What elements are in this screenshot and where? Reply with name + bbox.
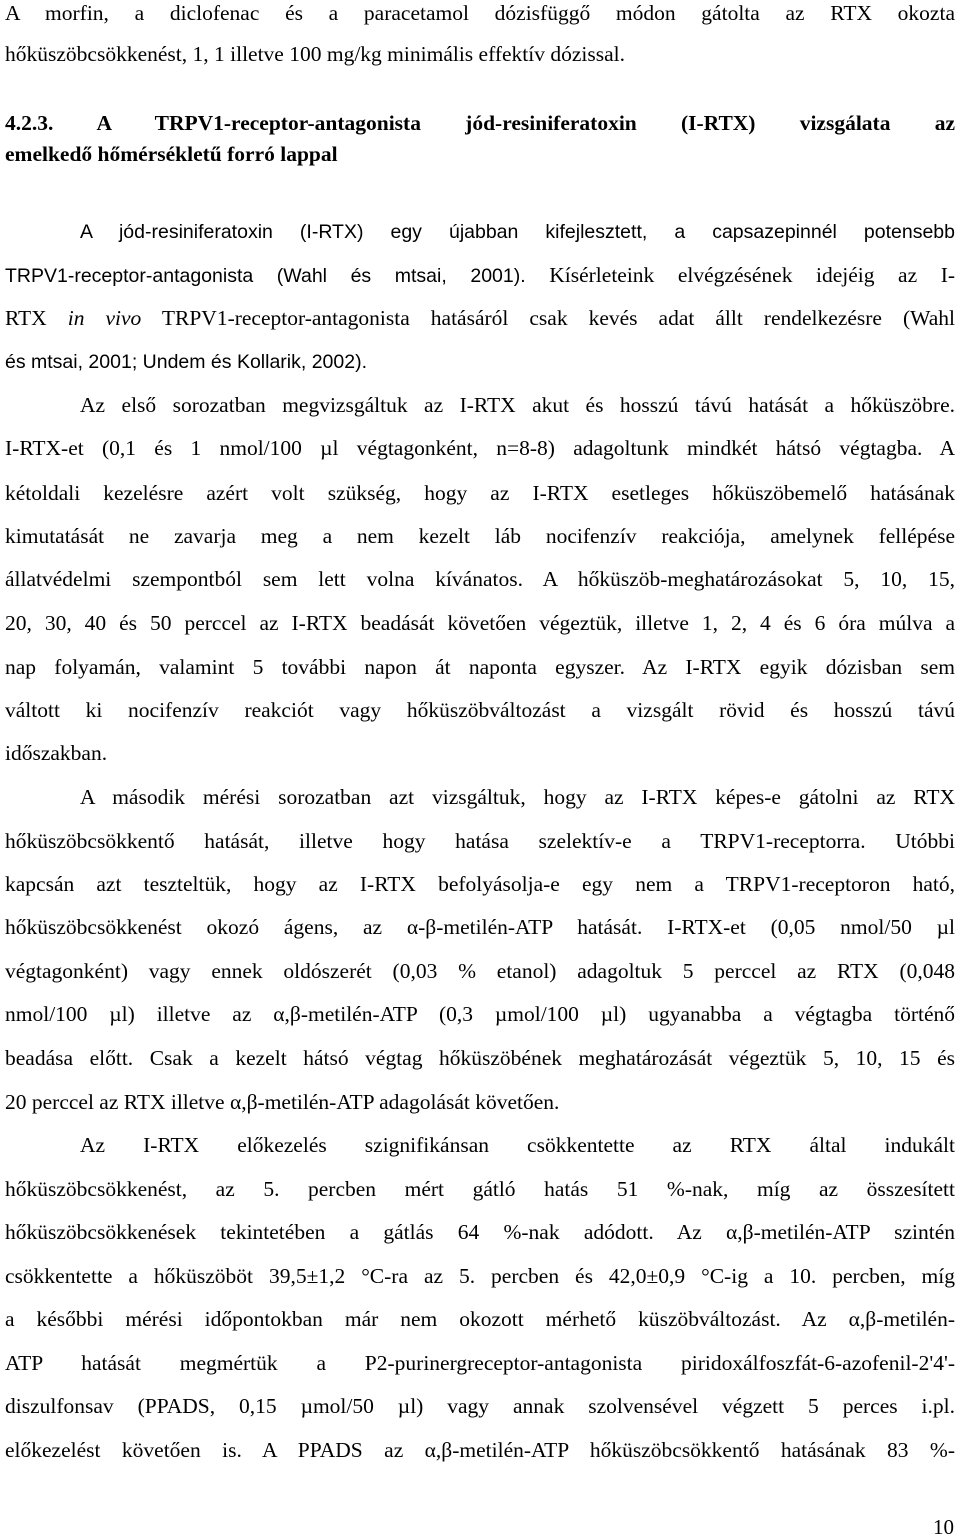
page-number: 10	[933, 1515, 954, 1539]
p1l3-before: RTX	[5, 306, 68, 330]
intro-line-1: A morfin, a diclofenac és a paracetamol dózisfüggő módon gátolta az RTX okozta	[5, 1, 955, 25]
paragraph-3-line-4: hőküszöbcsökkenést okozó ágens, az α-β-metilén-ATP hatását. I-RTX-et (0,05 nmol/50 µl	[5, 915, 955, 939]
paragraph-2-line-9: időszakban.	[5, 741, 108, 765]
paragraph-2-line-8: váltott ki nocifenzív reakciót vagy hőküszöbváltozást a vizsgált rövid és hosszú távú	[5, 698, 955, 722]
intro-line-2: hőküszöbcsökkenést, 1, 1 illetve 100 mg/kg minimális effektív dózissal.	[5, 42, 626, 66]
paragraph-4-line-1: Az I-RTX előkezelés szignifikánsan csökkentette az RTX által indukált	[80, 1133, 955, 1157]
paragraph-2-line-1: Az első sorozatban megvizsgáltuk az I-RTX akut és hosszú távú hatását a hőküszöbre.	[80, 393, 955, 417]
paragraph-4-line-2: hőküszöbcsökkenést, az 5. percben mért gátló hatás 51 %-nak, míg az összesített	[5, 1177, 955, 1201]
p1l3-after: TRPV1-receptor-antagonista hatásáról csak kevés adat állt rendelkezésre (Wahl	[141, 306, 955, 330]
paragraph-2-line-4: kimutatását ne zavarja meg a nem kezelt láb nocifenzív reakciója, amelynek fellépése	[5, 524, 955, 548]
paragraph-3-line-8: 20 perccel az RTX illetve α,β-metilén-ATP adagolását követően.	[5, 1090, 560, 1114]
paragraph-3-line-6: nmol/100 µl) illetve az α,β-metilén-ATP (0,3 µmol/100 µl) ugyanabba a végtagba történő	[5, 1002, 955, 1026]
paragraph-3-line-5: végtagonként) vagy ennek oldószerét (0,03 % etanol) adagoltuk 5 perccel az RTX (0,048	[5, 959, 955, 983]
paragraph-4-line-5: a későbbi mérési időpontokban már nem okozott mérhető küszöbváltozást. Az α,β-metilén-	[5, 1307, 955, 1331]
paragraph-3-line-2: hőküszöbcsökkentő hatását, illetve hogy hatása szelektív-e a TRPV1-receptorra. Utóbbi	[5, 829, 955, 853]
paragraph-2-line-7: nap folyamán, valamint 5 további napon át naponta egyszer. Az I-RTX egyik dózisban sem	[5, 655, 955, 679]
section-number: 4.2.3.	[5, 111, 54, 135]
paragraph-4-line-7: diszulfonsav (PPADS, 0,15 µmol/50 µl) vagy annak szolvensével végzett 5 perces i.pl.	[5, 1394, 955, 1418]
paragraph-1-line-2-part-b: Kísérleteink elvégzésének idejéig az I-	[549, 263, 956, 287]
p1l3-italic: in vivo	[67, 306, 142, 330]
paragraph-2-line-3: kétoldali kezelésre azért volt szükség, hogy az I-RTX esetleges hőküszöbemelő hatásának	[5, 481, 955, 505]
paragraph-3-line-7: beadása előtt. Csak a kezelt hátsó végtag hőküszöbének meghatározását végeztük 5, 10, 15 és	[5, 1046, 955, 1070]
paragraph-3-line-1: A második mérési sorozatban azt vizsgáltuk, hogy az I-RTX képes-e gátolni az RTX	[80, 785, 955, 809]
paragraph-2-line-6: 20, 30, 40 és 50 perccel az I-RTX beadását követően végeztük, illetve 1, 2, 4 és 6 óra múlva a	[5, 611, 955, 635]
paragraph-4-line-6: ATP hatását megmértük a P2-purinergreceptor-antagonista piridoxálfoszfát-6-azofenil-2'4'-	[5, 1351, 955, 1375]
paragraph-1-line-3	[5, 305, 955, 331]
paragraph-4-line-3: hőküszöbcsökkenések tekintetében a gátlás 64 %-nak adódott. Az α,β-metilén-ATP szintén	[5, 1220, 955, 1244]
paragraph-1-line-2-part-a: TRPV1-receptor-antagonista (Wahl és mtsai, 2001).	[5, 265, 526, 287]
section-title-part-1: A TRPV1-receptor-antagonista jód-resiniferatoxin (I-RTX) vizsgálata az	[96, 111, 955, 135]
section-heading-line-2: emelkedő hőmérsékletű forró lappal	[5, 142, 338, 166]
paragraph-1-line-2	[5, 262, 955, 289]
paragraph-4-line-4: csökkentette a hőküszöböt 39,5±1,2 °C-ra az 5. percben és 42,0±0,9 °C-ig a 10. percben, míg	[5, 1264, 955, 1288]
paragraph-2-line-5: állatvédelmi szempontból sem lett volna kívánatos. A hőküszöb-meghatározásokat 5, 10, 15,	[5, 567, 955, 591]
paragraph-4-line-8: előkezelést követően is. A PPADS az α,β-metilén-ATP hőküszöbcsökkentő hatásának 83 %-	[5, 1438, 955, 1462]
paragraph-2-line-2: I-RTX-et (0,1 és 1 nmol/100 µl végtagonként, n=8-8) adagoltunk mindkét hátsó végtagba. A	[5, 436, 955, 460]
paragraph-1-line-1: A jód-resiniferatoxin (I-RTX) egy újabban kifejlesztett, a capsazepinnél potensebb	[80, 221, 955, 243]
paragraph-1-line-4: és mtsai, 2001; Undem és Kollarik, 2002).	[5, 351, 368, 373]
section-heading-line-1	[5, 110, 955, 136]
paragraph-3-line-3: kapcsán azt teszteltük, hogy az I-RTX befolyásolja-e egy nem a TRPV1-receptoron ható,	[5, 872, 955, 896]
